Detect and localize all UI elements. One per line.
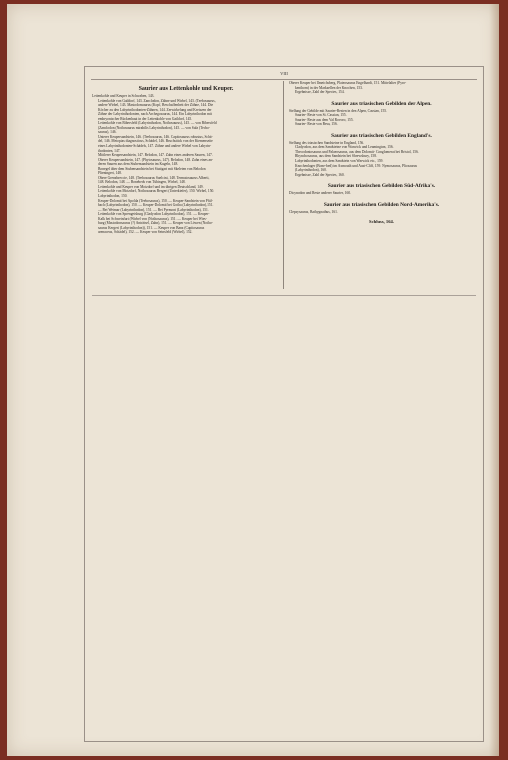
toc-line: embryonischer Rückenhaut in der Lettenkohle von Gaildorf, 145.: [98, 116, 193, 121]
toc-line: Lettenkohle von Motzdorf, Nothosaurus Bergeri (Unterkiefer), 150. Wirbel, 150.: [98, 189, 215, 194]
toc-line: Köcher zu den Labyrinthodonten-Zähnen, 144. Zerwirkelung und Kreiszen der: [98, 107, 212, 112]
toc-line: Obere Grenzbreccie, 148. (Teebosaurus Suelcini, 148. Termatosaurus Alberti,: [98, 175, 210, 180]
toc-line: Stellung der Gebilde mit Saurier-Resten in den Alpen, Cassian, 155.: [289, 108, 387, 113]
toc-line: Saurier- Reste aus dem Val Rovoro, 155.: [295, 117, 354, 122]
toc-line: Lettenkohle von Bibersfeld (Labyrinthodon, Nothosaurus), 145. — von Bibersfeld: [98, 121, 217, 126]
toc-line: bach (Labyrinthodon), 150. — Keuper-Dolomit bei Gotha (Labyrinthodon),151.: [98, 203, 214, 208]
page-frame: [84, 66, 484, 742]
toc-line: thodonten, 147.: [98, 148, 121, 153]
left-column: [92, 81, 280, 235]
toc-line: Lettenkohle von Sprengeisburg (Cladyodon Labyrinthodon), 151. — Keuper-: [98, 212, 210, 217]
toc-line: Bonegel über dem Stubensandstein bei Stuttgart mit Skeleten von Belodon: [98, 166, 206, 171]
toc-line: Oberer Keupersandstein, 147. (Phytosaurus, 147). Belodon, 148. Zahn eines an-: [98, 157, 214, 162]
toc-line: Labyrinthodon, 150.: [98, 194, 128, 199]
toc-line: Cladyodon, aus dem Sandsteine von Warwick und Leamington, 156.: [295, 145, 394, 150]
toc-line: Lettenkohle und Keuper in Schwaben, 143.: [92, 94, 155, 98]
page-number: VIII: [280, 71, 288, 76]
toc-line: Rhynchosaurus, aus dem Sandstein bei Shrewsbury, 158.: [295, 154, 377, 159]
toc-line: Clepsysaurus, Bathygnathus, 161.: [289, 209, 338, 214]
toc-line: Zähne der Labyrinthodonten, nach Archegosaurus, 144. Ein Labyrinthodon mit: [98, 112, 212, 117]
right-column-intro: [289, 81, 474, 95]
toc-line: Oberer Keuper bei Ilmeichsberg, Plateosaurus Engelhardi, 151. Mittelalter (Pyro-: [289, 81, 407, 85]
toc-line: Saurier- Reste von St. Cassian, 155.: [295, 113, 347, 118]
toc-line: Stellung des triasischen Sandsteine in England, 156.: [289, 140, 365, 145]
toc-line: eines Labyrinthodonten-Schädels, 147. Zähne und andere Wirbel von Labyrin-: [98, 144, 212, 149]
section-heading: Saurier aus triasischen Gebilden der Alpen.: [331, 100, 432, 107]
book-page: [7, 4, 499, 756]
toc-line: Plieningeri, 148.: [98, 171, 122, 176]
toc-line: (Labyrinthodon), 160.: [295, 168, 327, 173]
toc-line: saurus Kergeri (Labyrinthodon)), 151. — Keuper von Banz (Capitosaurus: [98, 225, 205, 230]
toc-line: kenthorn) in der Markzellen der Knochen, 153.: [295, 85, 363, 90]
toc-line: (Zanclodon (Nothosaurus mirabilis Labyrinthodon), 145. — von Sulz (Tecbo-: [98, 125, 211, 130]
closing-entry: Schluss, 164.: [369, 219, 394, 225]
toc-line: saurus), 146.: [98, 130, 117, 135]
table-of-contents-block: [92, 81, 476, 296]
toc-line: Saurier- Reste von Besa, 156.: [295, 122, 338, 127]
toc-line: andere Wirbel, 143. Mastodonsaurus (Kopf, Beschaffenheit der Zähne, 144. Die: [98, 103, 214, 108]
toc-line: Mittlerer Keupersandstein, 147. Belodon, 147. Zahn eines anderen Sauren, 147.: [98, 153, 213, 158]
toc-line: Labyrinthodonten, aus dem Sandstein von Warwick etc., 159.: [295, 159, 384, 164]
section-heading: Saurier aus triasischen Gebilden Süd-Afrika's.: [327, 183, 436, 190]
toc-line: 148. Belodon, 148. — Bonebeds von Tübingen, Wirbel, 148.: [98, 180, 186, 185]
toc-line: Keuper-Dolomit bei Apolda (Teebosaurus), 150. — Keuper-Sandstein von Pfäl-: [98, 198, 213, 203]
toc-line: burg (Mastodonsaurus (?) Anträtsel, Zahn), 151. — Keuper von Löwen (Notho-: [98, 221, 213, 226]
toc-line: Dicynodon und Reste anderer Saurier, 160.: [289, 191, 352, 196]
left-column-entries: [92, 94, 280, 235]
toc-line: Knochenlager (Bone-bed) im Axmouth und Aust-Cliff, 159. Nymosaurus, Pliosaurus: [295, 163, 418, 168]
toc-line: del, 146. Metopias diagnosticus, Schädel, 146. Bruchstück von der Kiemenseite: [98, 139, 213, 144]
toc-line: deren Sauren aus dem Stubensandstein im Kugeln, 148.: [98, 162, 179, 167]
section-heading: Saurier aus triasischen Gebilden England's.: [331, 132, 432, 139]
toc-line: — Bei Weimar (Labyrinthodon), 151. — Bei Pyrmont (Labyrinthodon), 151.: [98, 207, 209, 212]
toc-line: Ergebnisse, Zahl der Species, 154.: [295, 90, 345, 95]
toc-line: Thecodontosaurus und Palaeosaurus, aus dem Dolomit- Conglomerat bei Bristol, 156.: [295, 149, 419, 154]
column-divider: [283, 81, 284, 289]
right-column-sections: [289, 100, 474, 215]
toc-line: Kalk bei Schweinfurt (Wirbel von (Nothosaurus), 151. — Keuper bei Wies-: [98, 216, 208, 221]
toc-line: Lettenkohle von Gaildorf, 143. Zanclodon, Zähne und Wirbel, 143. (Teebosaurus,: [98, 98, 216, 103]
section-heading: Saurier aus triasischen Gebilden Nord-Amerika's.: [323, 201, 440, 208]
toc-line: arenaceus, Schädel), 152. — Keuper von Seinsfeld (Wirbel), 152.: [98, 230, 193, 235]
toc-line: Ergebnisse, Zahl der Species, 160.: [295, 172, 345, 177]
section-heading-lettenkohle: Saurier aus Lettenkohle und Keuper.: [138, 86, 234, 92]
toc-line: Lettenkohle und Keuper von Motzdorf und im übrigen Deutschland, 149.: [98, 184, 204, 189]
header-rule: [91, 79, 477, 80]
right-column: [289, 81, 474, 225]
toc-line: Unterer Keupersandstein, 146. (Teebosaurus, 146. Capitosaurus robustus, Schä-: [98, 134, 213, 139]
